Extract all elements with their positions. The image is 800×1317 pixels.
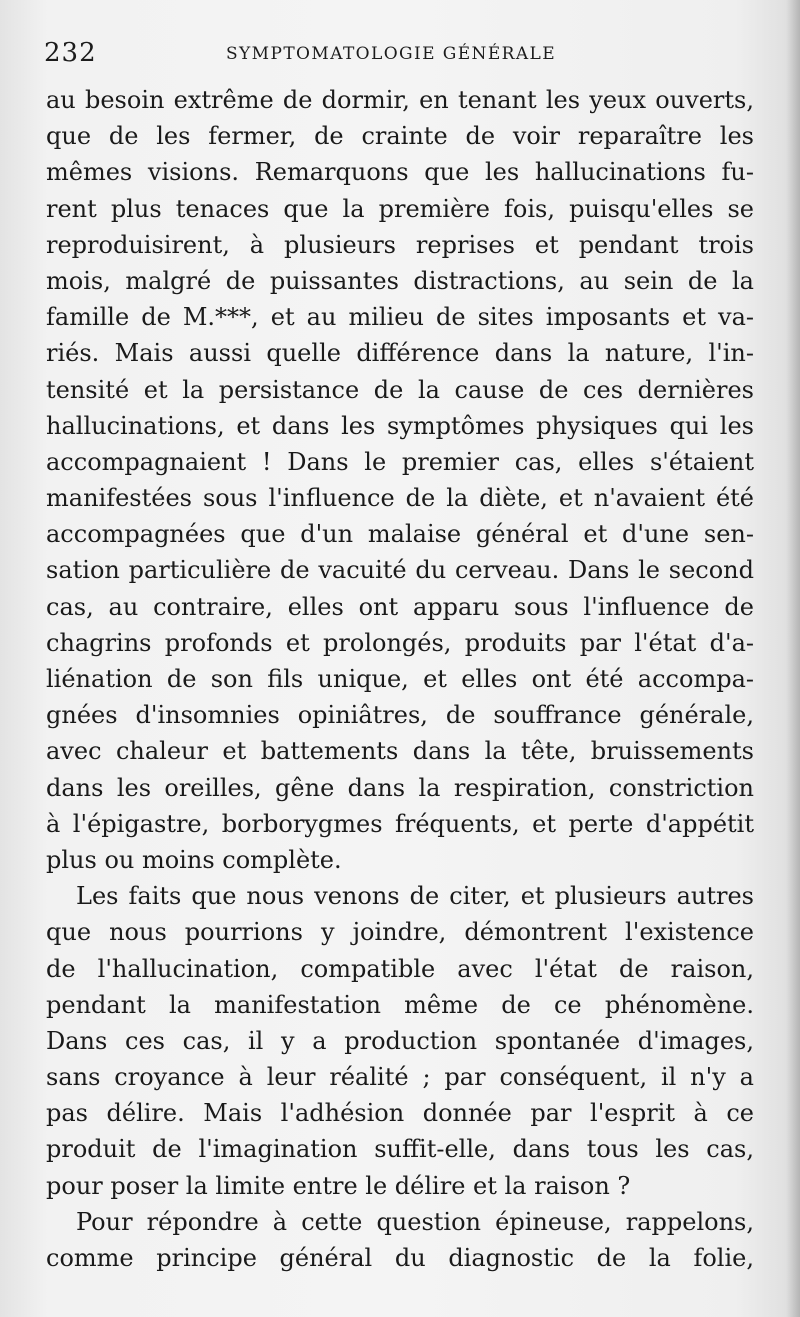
- page-number: 232: [44, 38, 97, 68]
- paragraph-end-line: plus ou moins complète.: [46, 845, 342, 874]
- text-line: reproduisirent, à plusieurs reprises et pendant trois: [46, 230, 754, 259]
- page-edge-shadow: [786, 0, 800, 1317]
- text-line: Dans ces cas, il y a production spontanée d'images,: [46, 1026, 754, 1055]
- text-line: gnées d'insomnies opiniâtres, de souffrance générale,: [46, 701, 754, 730]
- text-line: sation particulière de vacuité du cerveau. Dans le second: [46, 556, 754, 585]
- text-line: mois, malgré de puissantes distractions, au sein de la: [46, 266, 754, 295]
- text-line: que de les fermer, de crainte de voir reparaître les: [46, 122, 754, 151]
- text-line: rent plus tenaces que la première fois, puisqu'elles se: [46, 194, 754, 223]
- text-line: manifestées sous l'influence de la diète, et n'avaient été: [46, 484, 754, 513]
- text-line: mêmes visions. Remarquons que les hallucinations fu-: [46, 158, 754, 187]
- page-header: [44, 38, 764, 70]
- text-line: pendant la manifestation même de ce phénomène.: [46, 990, 754, 1019]
- paragraph-start-line: Les faits que nous venons de citer, et plusieurs autres: [76, 882, 754, 911]
- text-line: hallucinations, et dans les symptômes physiques qui les: [46, 411, 754, 440]
- text-line: comme principe général du diagnostic de la folie,: [46, 1244, 754, 1272]
- text-line: tensité et la persistance de la cause de ces dernières: [46, 375, 754, 404]
- body-text: [46, 82, 754, 1276]
- paragraph-start-line: Pour répondre à cette question épineuse, rappelons,: [76, 1207, 754, 1236]
- text-line: sans croyance à leur réalité ; par conséquent, il n'y a: [46, 1063, 754, 1092]
- text-line: dans les oreilles, gêne dans la respiration, constriction: [46, 773, 754, 802]
- text-line: chagrins profonds et prolongés, produits par l'état d'a-: [46, 628, 754, 657]
- text-line: pas délire. Mais l'adhésion donnée par l'esprit à ce: [46, 1099, 754, 1128]
- paragraph-end-line: pour poser la limite entre le délire et la raison ?: [46, 1171, 631, 1200]
- text-line: accompagnées que d'un malaise général et d'une sen-: [46, 520, 754, 549]
- running-head: SYMPTOMATOLOGIE GÉNÉRALE: [226, 44, 557, 64]
- text-line: que nous pourrions y joindre, démontrent l'existence: [46, 918, 754, 947]
- text-line: de l'hallucination, compatible avec l'état de raison,: [46, 954, 754, 983]
- text-line: cas, au contraire, elles ont apparu sous l'influence de: [46, 592, 754, 621]
- text-line: liénation de son fils unique, et elles ont été accompa-: [46, 665, 754, 693]
- text-line: à l'épigastre, borborygmes fréquents, et perte d'appétit: [46, 809, 754, 838]
- text-line: au besoin extrême de dormir, en tenant les yeux ouverts,: [46, 86, 754, 114]
- text-line: accompagnaient ! Dans le premier cas, elles s'étaient: [46, 447, 754, 476]
- text-line: riés. Mais aussi quelle différence dans la nature, l'in-: [46, 339, 754, 368]
- text-line: avec chaleur et battements dans la tête, bruissements: [46, 737, 754, 766]
- text-line: famille de M.***, et au milieu de sites imposants et va-: [46, 303, 754, 332]
- text-line: produit de l'imagination suffit-elle, dans tous les cas,: [46, 1135, 754, 1164]
